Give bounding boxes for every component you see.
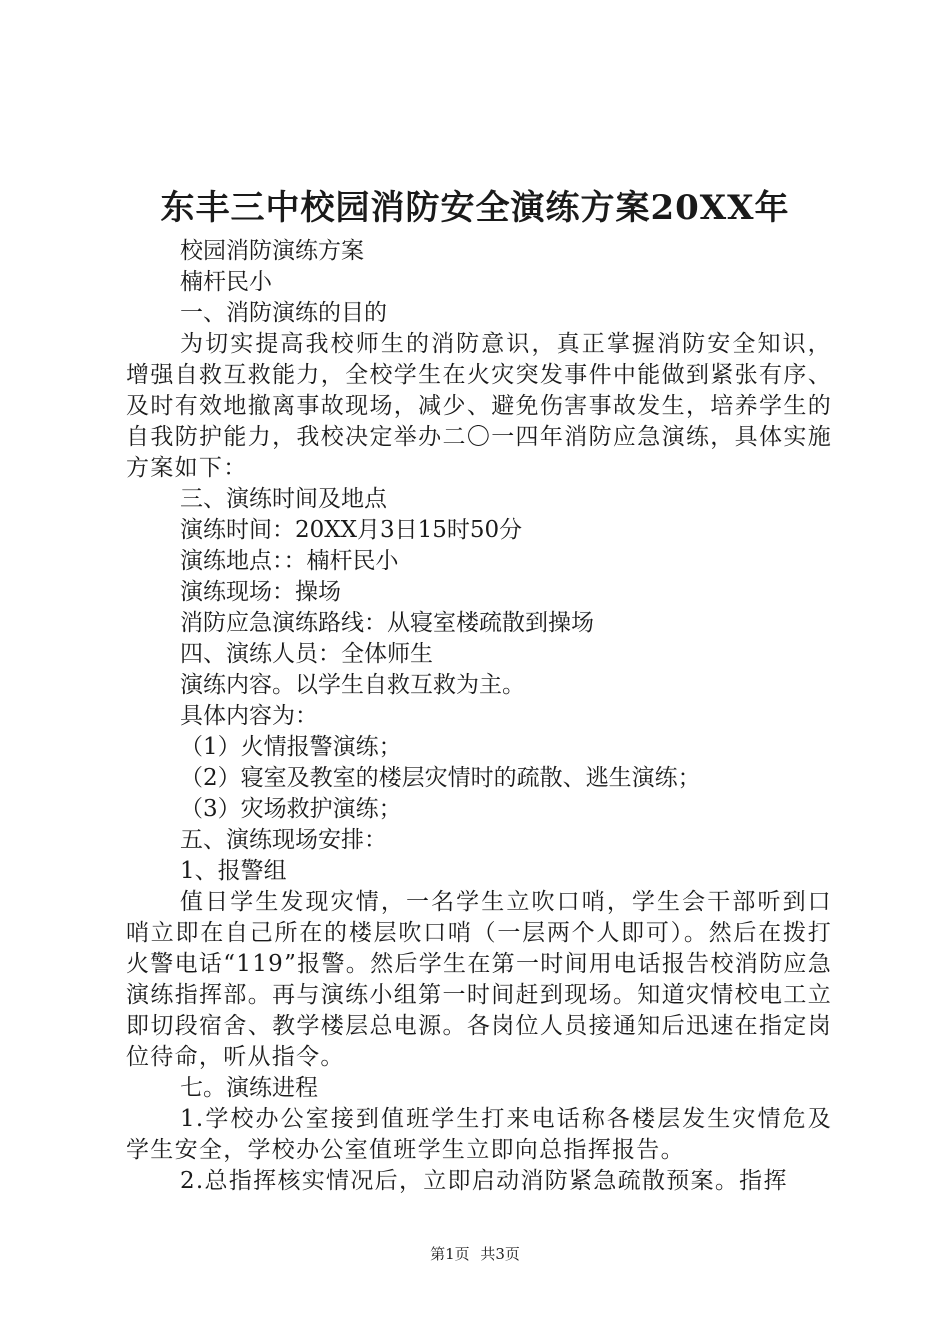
list-item: （3）灾场救护演练； [180, 796, 402, 822]
section-heading: 五、演练现场安排： [180, 827, 387, 853]
section-heading: 七。演练进程 [180, 1075, 318, 1101]
paragraph: 1.学校办公室接到值班学生打来电话称各楼层发生灾情危及学生安全，学校办公室值班学生立即向总指挥报告。 [126, 1106, 832, 1163]
page-footer [0, 1244, 950, 1264]
document-body [126, 236, 832, 1197]
paragraph: 值日学生发现灾情，一名学生立吹口哨，学生会干部听到口哨立即在自己所在的楼层吹口哨（一层两个人即可）。然后在拨打火警电话“119”报警。然后学生在第一时间用电话报告校消防应急演练指挥部。再与演练小组第一时间赶到现场。知道灾情校电工立即切段宿舍、教学楼层总电源。各岗位人员接通知后迅速在指定岗位待命，听从指令。 [126, 889, 832, 1070]
list-item: （2）寝室及教室的楼层灾情时的疏散、逃生演练； [180, 765, 701, 791]
school-name: 楠杆民小 [180, 269, 272, 295]
paragraph: 为切实提高我校师生的消防意识，真正掌握消防安全知识，增强自救互救能力，全校学生在火灾突发事件中能做到紧张有序、及时有效地撤离事故现场，减少、避免伤害事故发生，培养学生的自我防护能力，我校决定举办二〇一四年消防应急演练，具体实施方案如下： [126, 331, 832, 481]
section-heading: 四、演练人员：全体师生 [180, 641, 433, 667]
drill-site: 演练现场：操场 [180, 579, 341, 605]
list-item: （1）火情报警演练； [180, 734, 402, 760]
document-title: 东丰三中校园消防安全演练方案20XX年 [160, 188, 790, 228]
drill-content: 演练内容。以学生自救互救为主。 [180, 672, 525, 698]
drill-time: 演练时间：20XX月3日15时50分 [180, 517, 523, 543]
drill-location: 演练地点：：楠杆民小 [180, 548, 399, 574]
subtitle: 校园消防演练方案 [180, 238, 364, 264]
section-heading: 一、消防演练的目的 [180, 300, 387, 326]
subsection-heading: 1、报警组 [180, 858, 287, 884]
page-number: 第1页 [430, 1245, 470, 1263]
page-total: 共3页 [480, 1245, 520, 1263]
section-heading: 三、演练时间及地点 [180, 486, 387, 512]
drill-route: 消防应急演练路线：从寝室楼疏散到操场 [180, 610, 594, 636]
content-intro: 具体内容为： [180, 703, 318, 729]
paragraph: 2.总指挥核实情况后，立即启动消防紧急疏散预案。指挥 [180, 1168, 788, 1194]
